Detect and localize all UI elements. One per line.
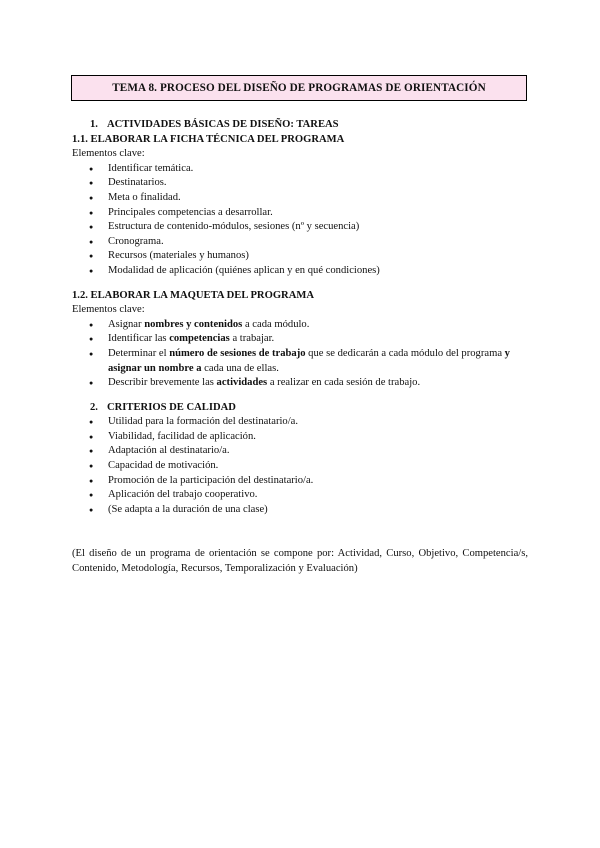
list-item: ● Promoción de la participación del destinatario/a. xyxy=(72,474,528,489)
list-item: ● Aplicación del trabajo cooperativo. xyxy=(72,488,528,503)
list-item xyxy=(72,376,528,391)
closing-note: (El diseño de un programa de orientación se compone por: Actividad, Curso, Objetivo, Competencia/s, Contenido, Metodología, Recursos, Temporalización y Evaluación) xyxy=(72,548,528,575)
list-item: ● (Se adapta a la duración de una clase) xyxy=(72,503,528,518)
list-item xyxy=(72,332,528,347)
item-text: que se dedicarán a cada módulo del programa xyxy=(305,347,505,359)
item-text: a cada módulo. xyxy=(242,318,310,330)
section-1-number: 1. xyxy=(90,119,98,130)
item-text: Determinar el xyxy=(108,347,170,359)
list-item: ● Capacidad de motivación. xyxy=(72,459,528,474)
list-item xyxy=(72,347,528,376)
item-bold-text: nombres y contenidos xyxy=(144,318,243,330)
section-2-number: 2. xyxy=(90,401,98,413)
item-text: cada una de ellas. xyxy=(201,362,279,374)
list-item: ● Principales competencias a desarrollar. xyxy=(72,206,528,221)
list-item: ● Modalidad de aplicación (quiénes aplican y en qué condiciones) xyxy=(72,264,528,279)
document-title-text: TEMA 8. PROCESO DEL DISEÑO DE PROGRAMAS DE ORIENTACIÓN xyxy=(112,81,486,94)
list-item: ● Estructura de contenido-módulos, sesiones (nº y secuencia) xyxy=(72,220,528,235)
spacer xyxy=(72,279,528,289)
item-text: Describir brevemente las xyxy=(108,377,217,389)
subsection-1-1-list xyxy=(72,162,528,279)
document-title xyxy=(71,75,527,101)
section-2-list xyxy=(72,415,528,517)
subsection-1-2-intro: Elementos clave: xyxy=(72,304,145,316)
list-item: ● Utilidad para la formación del destinatario/a. xyxy=(72,415,528,430)
item-bold-text: competencias xyxy=(169,333,230,345)
list-item: ● Adaptación al destinatario/a. xyxy=(72,444,528,459)
item-bold-text: y asignar un nombre a xyxy=(108,347,510,374)
list-item: ● Meta o finalidad. xyxy=(72,191,528,206)
section-2-heading xyxy=(72,401,528,416)
document-body xyxy=(72,118,528,577)
item-bold-text: actividades xyxy=(216,377,268,389)
subsection-1-1-intro: Elementos clave: xyxy=(72,148,145,160)
item-text: Asignar xyxy=(108,318,145,330)
list-item xyxy=(72,318,528,333)
item-text: Identificar las xyxy=(108,333,170,345)
list-item: ● Destinatarios. xyxy=(72,176,528,191)
subsection-1-2-heading: 1.2. ELABORAR LA MAQUETA DEL PROGRAMA xyxy=(72,289,315,301)
section-1-title: ACTIVIDADES BÁSICAS DE DISEÑO: TAREAS xyxy=(107,119,339,130)
item-bold-text: número de sesiones de trabajo xyxy=(169,347,306,359)
list-item: ● Viabilidad, facilidad de aplicación. xyxy=(72,430,528,445)
item-text: a realizar en cada sesión de trabajo. xyxy=(267,377,421,389)
list-item: ● Identificar temática. xyxy=(72,162,528,177)
subsection-1-2-list xyxy=(72,318,528,391)
section-2-title: CRITERIOS DE CALIDAD xyxy=(107,401,236,413)
list-item: ● Recursos (materiales y humanos) xyxy=(72,249,528,264)
spacer xyxy=(72,517,528,547)
subsection-1-1-heading: 1.1. ELABORAR LA FICHA TÉCNICA DEL PROGRAMA xyxy=(72,133,345,145)
spacer xyxy=(72,391,528,401)
section-1-heading xyxy=(72,118,528,133)
item-text: a trabajar. xyxy=(229,333,275,345)
list-item: ● Cronograma. xyxy=(72,235,528,250)
